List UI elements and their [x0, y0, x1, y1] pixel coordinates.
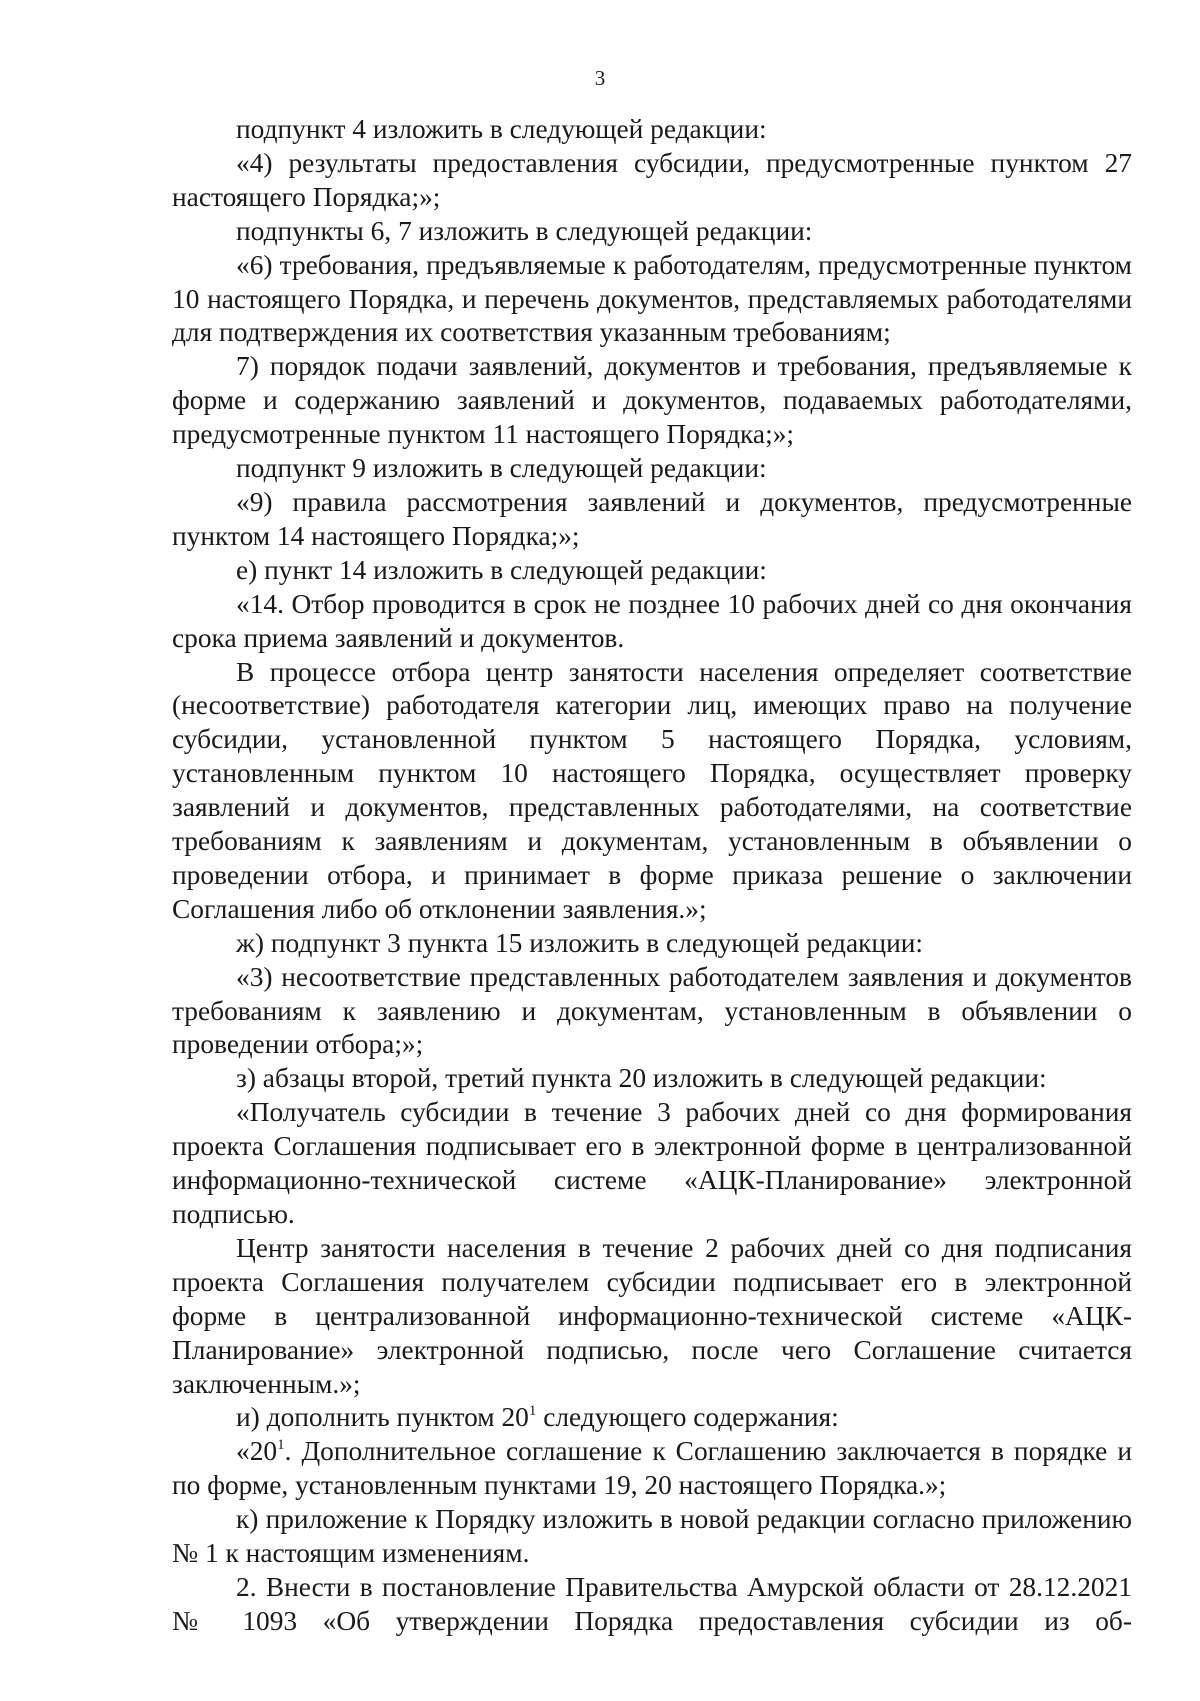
- paragraph: подпункт 4 изложить в следующей редакции:: [236, 114, 767, 144]
- paragraph: 7) порядок подачи заявлений, документов и требования, предъявляемые к форме и содержанию заявлений и документов, подаваемых работодателями, предусмотренные пунктом 11 настоящего Порядка;»;: [172, 351, 1132, 450]
- document-body: [172, 113, 1132, 1639]
- paragraph: В процессе отбора центр занятости населения определяет соответствие (несоответствие) работодателя категории лиц, имеющих право на получение субсидии, установленной пунктом 5 настоящего Порядка, условиям, установленным пунктом 10 настоящего Порядка, осуществляет проверку заявлений и документов, представленных работодателями, на соответствие требованиям к заявлениям и документам, установленным в объявлении о проведении отбора, и принимает в форме приказа решение о заключении Соглашения либо об отклонении заявления.»;: [172, 656, 1132, 924]
- paragraph: 2. Внести в постановление Правительства Амурской области от 28.12.2021 № 1093 «Об утверждении Порядка предоставления субсидии из об-: [172, 1571, 1132, 1636]
- paragraph: Центр занятости населения в течение 2 рабочих дней со дня подписания проекта Соглашения получателем субсидии подписывает его в электронной форме в централизованной информационно-технической системе «АЦК-Планирование» электронной подписью, после чего Соглашение считается заключенным.»;: [172, 1232, 1132, 1399]
- superscript: 1: [528, 1403, 537, 1420]
- paragraph: к) приложение к Порядку изложить в новой редакции согласно приложению № 1 к настоящим изменениям.: [172, 1504, 1132, 1569]
- paragraph: [172, 1435, 1132, 1503]
- paragraph: «9) правила рассмотрения заявлений и документов, предусмотренные пунктом 14 настоящего Порядка;»;: [172, 486, 1132, 551]
- text-run: и) дополнить пунктом 20: [236, 1402, 529, 1433]
- paragraph: «14. Отбор проводится в срок не позднее 10 рабочих дней со дня окончания срока приема заявлений и документов.: [172, 588, 1132, 653]
- paragraph: [172, 1401, 1132, 1435]
- page-number: 3: [594, 66, 606, 90]
- paragraph: «4) результаты предоставления субсидии, предусмотренные пунктом 27 настоящего Порядка;»;: [172, 147, 1132, 212]
- text-run: «20: [236, 1436, 278, 1467]
- paragraph: «6) требования, предъявляемые к работодателям, предусмотренные пунктом 10 настоящего Порядка, и перечень документов, представляемых работодателями для подтверждения их соответствия указанным требованиям;: [172, 249, 1132, 348]
- paragraph: ж) подпункт 3 пункта 15 изложить в следующей редакции:: [236, 927, 923, 958]
- paragraph: е) пункт 14 изложить в следующей редакции:: [236, 554, 767, 585]
- text-run: . Дополнительное соглашение к Соглашению заключается в порядке и по форме, установленным пунктами 19, 20 настоящего Порядка.»;: [172, 1436, 1132, 1501]
- paragraph: подпункт 9 изложить в следующей редакции:: [236, 453, 767, 484]
- superscript: 1: [277, 1437, 285, 1454]
- paragraph: «Получатель субсидии в течение 3 рабочих дней со дня формирования проекта Соглашения подписывает его в электронной форме в централизованной информационно-технической системе «АЦК-Планирование» электронной подписью.: [172, 1097, 1132, 1229]
- text-run: следующего содержания:: [536, 1402, 839, 1433]
- paragraph: з) абзацы второй, третий пункта 20 изложить в следующей редакции:: [236, 1063, 1047, 1094]
- paragraph: «3) несоответствие представленных работодателем заявления и документов требованиям к заявлению и документам, установленным в объявлении о проведении отбора;»;: [172, 961, 1132, 1060]
- paragraph: подпункты 6, 7 изложить в следующей редакции:: [236, 215, 813, 246]
